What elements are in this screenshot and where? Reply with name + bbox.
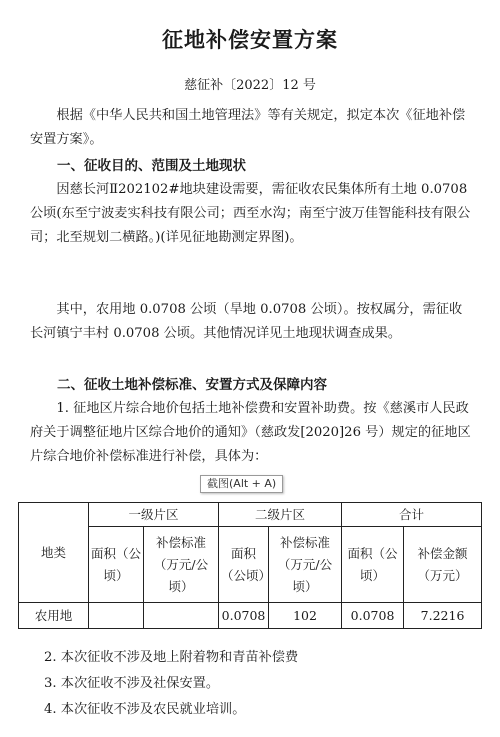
row-g1-std bbox=[144, 603, 219, 629]
document-title: 征地补偿安置方案 bbox=[162, 28, 338, 52]
row-g2-std: 102 bbox=[269, 603, 342, 629]
screenshot-tooltip: 截图(Alt + A) bbox=[200, 475, 283, 493]
section1-heading: 一、征收目的、范围及土地现状 bbox=[57, 158, 246, 174]
section1-paragraph-2: 其中，农用地 0.0708 公顷（旱地 0.0708 公顷）。按权属分，需征收长河镇宁丰村 0.0708 公顷。其他情况详见土地现状调查成果。 bbox=[30, 302, 463, 341]
row-total-amount: 7.2216 bbox=[404, 603, 482, 629]
total-area-header: 面积（公顷） bbox=[342, 527, 404, 603]
row-land-type: 农用地 bbox=[19, 603, 89, 629]
item-3: 3. 本次征收不涉及社保安置。 bbox=[44, 676, 220, 691]
item-2: 2. 本次征收不涉及地上附着物和青苗补偿费 bbox=[44, 650, 299, 665]
g2-area-header: 面积（公顷） bbox=[219, 527, 269, 603]
section2-paragraph-1: 1. 征地区片综合地价包括土地补偿费和安置补助费。按《慈溪市人民政府关于调整征地片区综合地价的通知》（慈政发[2020]26 号）规定的征地区片综合地价补偿标准进行补偿，具体为： bbox=[30, 401, 471, 464]
table-row bbox=[19, 603, 482, 629]
row-g1-area bbox=[89, 603, 144, 629]
g2-std-header: 补偿标准（万元/公顷） bbox=[269, 527, 342, 603]
item-4: 4. 本次征收不涉及农民就业培训。 bbox=[44, 702, 246, 717]
g1-area-header: 面积（公顷） bbox=[89, 527, 144, 603]
document-number: 慈征补〔2022〕12 号 bbox=[184, 78, 316, 93]
section2-heading: 二、征收土地补偿标准、安置方式及保障内容 bbox=[57, 377, 327, 393]
group-2-header: 二级片区 bbox=[219, 503, 342, 527]
group-3-header: 合计 bbox=[342, 503, 482, 527]
intro-paragraph: 根据《中华人民共和国土地管理法》等有关规定，拟定本次《征地补偿安置方案》。 bbox=[30, 108, 466, 147]
row-total-area: 0.0708 bbox=[342, 603, 404, 629]
row-g2-area: 0.0708 bbox=[219, 603, 269, 629]
total-amount-header: 补偿金额（万元） bbox=[404, 527, 482, 603]
land-type-header: 地类 bbox=[19, 503, 89, 603]
section1-paragraph-1: 因慈长河Ⅱ202102#地块建设需要，需征收农民集体所有土地 0.0708 公顷(东至宁波麦实科技有限公司；西至水沟；南至宁波万佳智能科技有限公司；北至规划二横路。)(详见征地勘测定界图)。 bbox=[30, 182, 471, 245]
g1-std-header: 补偿标准（万元/公顷） bbox=[144, 527, 219, 603]
compensation-table bbox=[18, 502, 482, 629]
group-1-header: 一级片区 bbox=[89, 503, 219, 527]
